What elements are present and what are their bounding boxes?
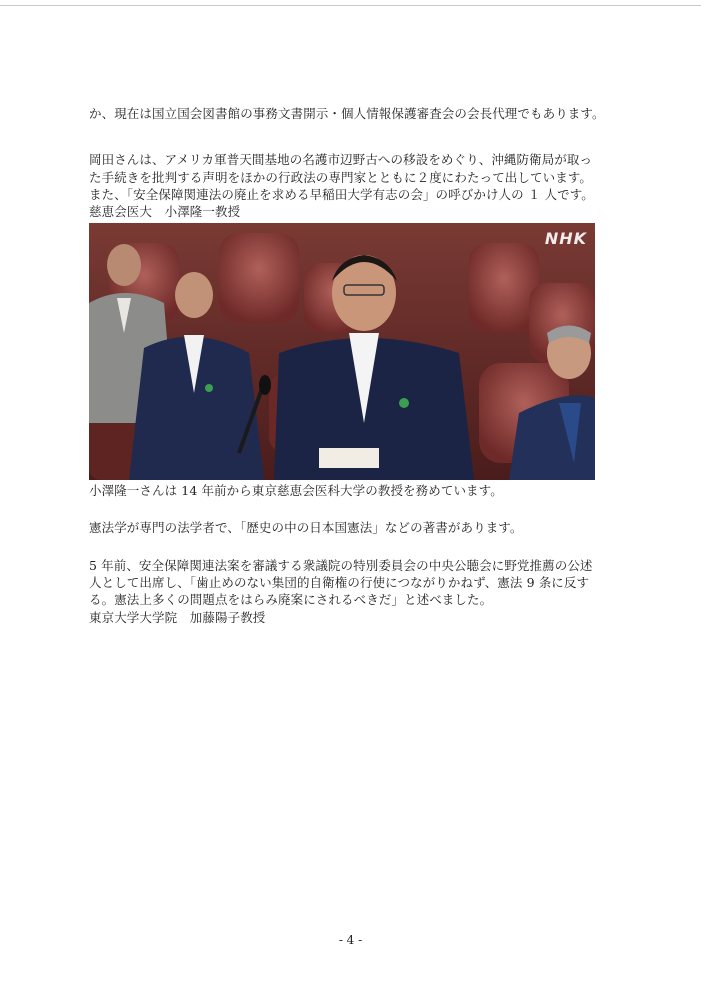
paragraph-line: た手続きを批判する声明をほかの行政法の専門家とともに２度にわたって出しています。 — [89, 170, 593, 185]
paragraph-line: 人として出席し、「歯止めのない集団的自衛権の行使につながりかねず、憲法 9 条に反す — [89, 575, 590, 590]
page-number: - 4 - — [338, 933, 363, 947]
nhk-watermark: NHK — [544, 229, 587, 248]
paragraph-line: 5 年前、安全保障関連法案を審議する衆議院の特別委員会の中央公聴会に野党推薦の公述 — [89, 558, 593, 573]
photo-caption: 小澤隆一さんは 14 年前から東京慈恵会医科大学の教授を務めています。 — [89, 483, 503, 498]
section-heading: 東京大学大学院 加藤陽子教授 — [89, 610, 266, 625]
top-rule — [0, 5, 701, 6]
news-photo — [89, 223, 595, 480]
paragraph-line: 憲法学が専門の法学者で、「歴史の中の日本国憲法」などの著書があります。 — [89, 520, 523, 535]
paragraph-line: また、「安全保障関連法の廃止を求める早稲田大学有志の会」の呼びかけ人の １ 人です。 — [89, 187, 594, 202]
photo-illustration — [89, 223, 595, 480]
section-heading: 慈恵会医大 小澤隆一教授 — [89, 204, 241, 219]
paragraph-line: る。憲法上多くの問題点をはらみ廃案にされるべきだ」と述べました。 — [89, 592, 493, 607]
paragraph-line: 岡田さんは、アメリカ軍普天間基地の名護市辺野古への移設をめぐり、沖縄防衛局が取っ — [89, 152, 593, 167]
paragraph-line: か、現在は国立国会図書館の事務文書開示・個人情報保護審査会の会長代理でもあります。 — [89, 106, 605, 121]
